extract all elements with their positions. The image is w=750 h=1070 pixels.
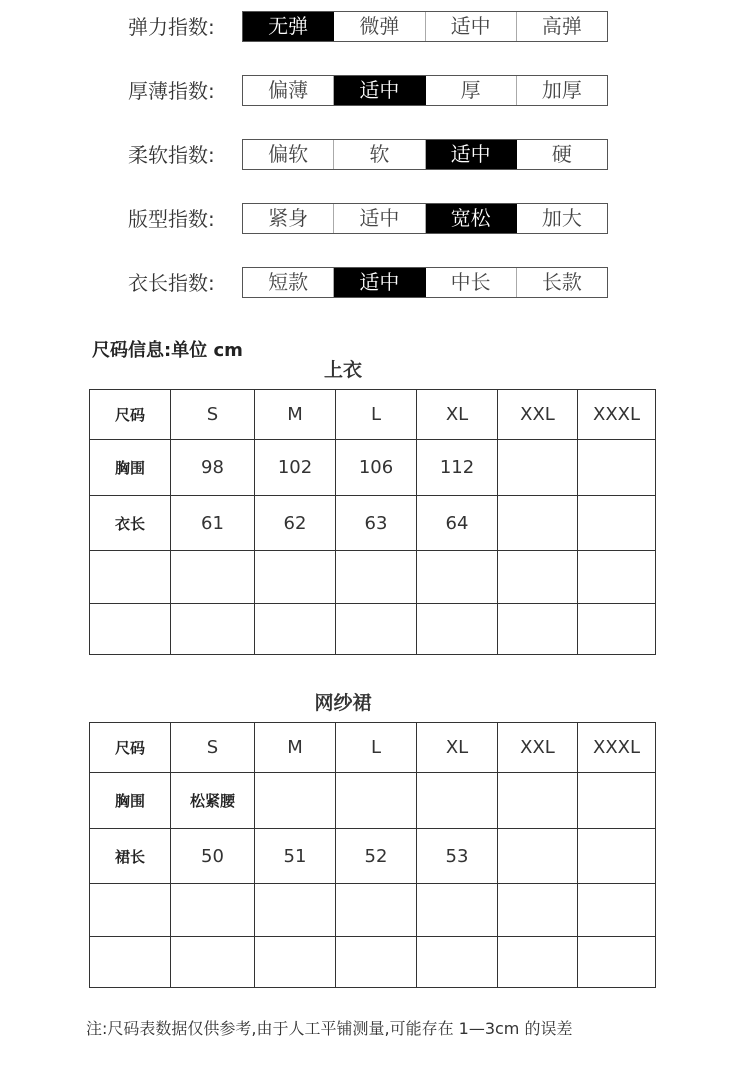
table-cell: 胸围	[90, 773, 171, 829]
index-option: 厚	[426, 76, 517, 105]
table-cell: 61	[171, 496, 255, 551]
table-cell	[90, 551, 171, 604]
index-option: 微弹	[334, 12, 425, 41]
table-cell: 50	[171, 829, 255, 884]
table-cell	[578, 773, 656, 829]
table-cell: 98	[171, 440, 255, 496]
index-row-softness	[0, 138, 750, 172]
table-header-cell: XXXL	[578, 390, 656, 440]
table-cell	[336, 551, 417, 604]
disclaimer-note: 注:尺码表数据仅供参考,由于人工平铺测量,可能存在 1—3cm 的误差	[86, 1019, 573, 1038]
index-options	[242, 203, 608, 234]
table-cell	[255, 604, 336, 655]
index-option: 中长	[426, 268, 517, 297]
index-option: 硬	[551, 142, 572, 166]
index-option: 偏薄	[243, 76, 334, 105]
table-cell	[498, 829, 578, 884]
table-cell	[417, 551, 498, 604]
table-row	[90, 440, 656, 496]
table-header-cell: L	[336, 723, 417, 773]
table-cell: 松紧腰	[171, 773, 255, 829]
index-options	[242, 267, 608, 298]
table-header-cell: M	[255, 723, 336, 773]
table-cell: 胸围	[90, 440, 171, 496]
table-cell	[417, 884, 498, 937]
table-cell	[498, 496, 578, 551]
table-cell	[498, 773, 578, 829]
index-option: 紧身	[243, 204, 334, 233]
table-cell: 62	[255, 496, 336, 551]
index-option-selected: 无弹	[243, 12, 334, 41]
index-option: 软	[334, 140, 425, 169]
table-cell: 52	[336, 829, 417, 884]
table-row	[90, 551, 656, 604]
table-cell	[171, 551, 255, 604]
table-header-cell: S	[171, 390, 255, 440]
table-header-cell: M	[255, 390, 336, 440]
table-cell	[578, 829, 656, 884]
table-cell	[578, 937, 656, 988]
table-cell: 112	[417, 440, 498, 496]
table-cell	[417, 937, 498, 988]
table-cell	[498, 604, 578, 655]
index-options	[242, 11, 608, 42]
table-header-cell: L	[336, 390, 417, 440]
index-row-length	[0, 266, 750, 300]
table-cell	[578, 440, 656, 496]
table-cell: 裙长	[90, 829, 171, 884]
table-cell	[417, 773, 498, 829]
index-option-selected: 适中	[334, 268, 425, 297]
index-option: 加大	[541, 206, 582, 230]
table-cell	[171, 604, 255, 655]
table-row	[90, 937, 656, 988]
table-cell: 102	[255, 440, 336, 496]
table-cell	[336, 604, 417, 655]
index-label: 版型指数:	[128, 207, 215, 231]
index-option: 高弹	[541, 14, 582, 38]
table-caption-top: 上衣	[323, 359, 362, 381]
index-option: 适中	[426, 12, 517, 41]
table-header-cell: XXL	[498, 390, 578, 440]
table-cell	[417, 604, 498, 655]
size-info-title: 尺码信息:单位 cm	[92, 340, 243, 361]
table-cell	[578, 551, 656, 604]
index-option-selected: 适中	[334, 76, 425, 105]
table-cell	[336, 937, 417, 988]
table-header-cell: 尺码	[90, 723, 171, 773]
table-cell	[255, 937, 336, 988]
table-row	[90, 604, 656, 655]
table-header-cell: XXL	[498, 723, 578, 773]
table-cell	[336, 773, 417, 829]
index-row-fit	[0, 202, 750, 236]
index-label: 弹力指数:	[128, 15, 215, 39]
table-cell	[498, 551, 578, 604]
table-cell	[255, 773, 336, 829]
size-table-top	[89, 389, 656, 655]
table-cell	[498, 440, 578, 496]
table-cell	[578, 496, 656, 551]
index-options	[242, 75, 608, 106]
table-header-cell: S	[171, 723, 255, 773]
table-cell	[171, 937, 255, 988]
table-row	[90, 773, 656, 829]
index-option: 长款	[541, 270, 582, 294]
table-row	[90, 829, 656, 884]
table-cell: 51	[255, 829, 336, 884]
index-option: 短款	[243, 268, 334, 297]
table-cell	[578, 604, 656, 655]
table-row	[90, 496, 656, 551]
table-cell: 53	[417, 829, 498, 884]
table-header-cell: 尺码	[90, 390, 171, 440]
table-cell	[90, 604, 171, 655]
size-table-skirt	[89, 722, 656, 988]
table-header-row	[90, 390, 656, 440]
index-option: 偏软	[243, 140, 334, 169]
table-cell	[255, 551, 336, 604]
index-option-selected: 适中	[426, 140, 517, 169]
index-row-thickness	[0, 74, 750, 108]
table-row	[90, 884, 656, 937]
index-options	[242, 139, 608, 170]
index-label: 衣长指数:	[128, 271, 215, 295]
table-cell	[90, 937, 171, 988]
table-cell: 63	[336, 496, 417, 551]
table-header-cell: XXXL	[578, 723, 656, 773]
table-caption-skirt: 网纱裙	[314, 692, 372, 714]
table-cell	[498, 884, 578, 937]
index-option-selected: 宽松	[426, 204, 517, 233]
table-cell	[498, 937, 578, 988]
table-header-cell: XL	[417, 390, 498, 440]
index-label: 厚薄指数:	[128, 79, 215, 103]
table-cell	[255, 884, 336, 937]
table-cell: 106	[336, 440, 417, 496]
index-option: 加厚	[541, 78, 582, 102]
table-header-row	[90, 723, 656, 773]
table-header-cell: XL	[417, 723, 498, 773]
table-cell	[336, 884, 417, 937]
index-option: 适中	[334, 204, 425, 233]
table-cell	[90, 884, 171, 937]
table-cell: 衣长	[90, 496, 171, 551]
index-row-elasticity	[0, 10, 750, 44]
table-cell	[171, 884, 255, 937]
table-cell	[578, 884, 656, 937]
index-label: 柔软指数:	[128, 143, 215, 167]
table-cell: 64	[417, 496, 498, 551]
